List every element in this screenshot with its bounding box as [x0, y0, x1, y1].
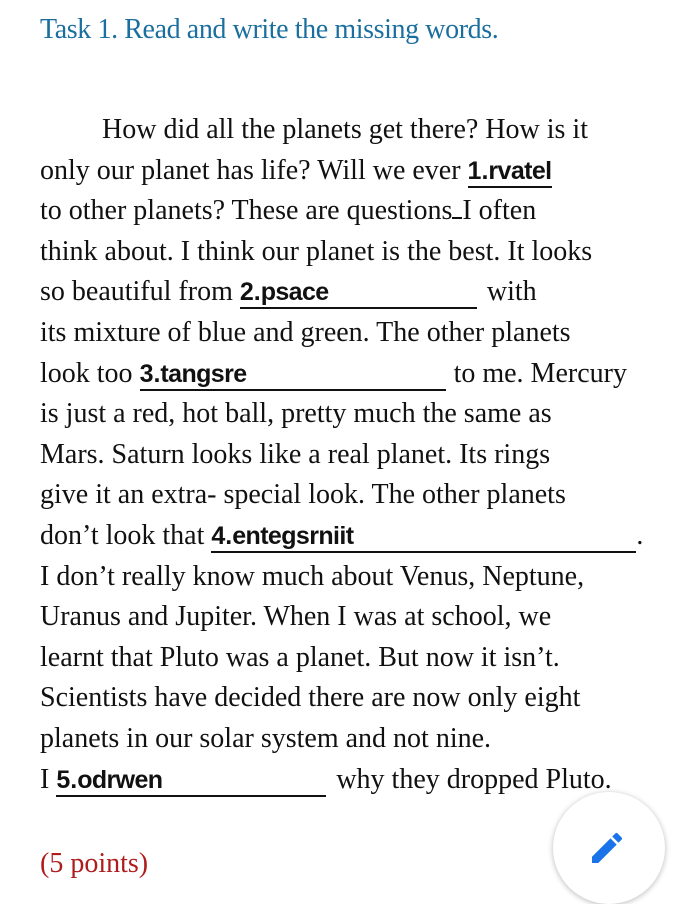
answer-blank-4[interactable]	[211, 521, 636, 553]
scrambled-word-3: tangsre	[160, 359, 247, 388]
passage-text: is just a red, hot ball, pretty much the same as	[40, 398, 552, 430]
answer-blank-5[interactable]	[56, 765, 326, 797]
passage-line-16	[40, 719, 670, 760]
passage-line-5	[40, 272, 670, 313]
question-number-4: 4.	[211, 521, 233, 550]
passage-line-12	[40, 557, 670, 598]
task-title: Task 1. Read and write the missing words.	[40, 14, 499, 45]
passage-text: look too	[40, 357, 140, 389]
answer-blank-2[interactable]	[240, 277, 477, 309]
passage-line-17	[40, 760, 670, 801]
passage-text: Uranus and Jupiter. When I was at school, we	[40, 601, 552, 633]
passage-line-9	[40, 435, 670, 476]
passage-line-3	[40, 191, 670, 232]
passage-line-8	[40, 394, 670, 435]
passage-line-1	[40, 110, 670, 151]
passage-text: think about. I think our planet is the best. It looks	[40, 235, 593, 267]
passage-text: only our planet has life? Will we ever	[40, 154, 468, 186]
passage-line-7	[40, 354, 670, 395]
passage-line-13	[40, 597, 670, 638]
passage-text: I often	[462, 195, 537, 227]
question-number-1: 1.	[467, 156, 489, 185]
question-number-5: 5.	[56, 765, 78, 794]
passage-line-11	[40, 516, 670, 557]
answer-blank-1[interactable]	[468, 156, 552, 188]
scrambled-word-2: psace	[260, 278, 329, 307]
passage-text: with	[486, 276, 537, 308]
passage-line-14	[40, 638, 670, 679]
passage-text: How did all the planets get there? How is it	[102, 114, 588, 145]
passage-text: why they dropped Pluto.	[336, 763, 612, 795]
passage-text: .	[636, 519, 644, 551]
passage-line-4	[40, 232, 670, 273]
passage-line-6	[40, 313, 670, 354]
reading-passage	[40, 110, 670, 800]
passage-line-15	[40, 678, 670, 719]
pencil-icon	[587, 828, 627, 868]
passage-text: to other planets? These are questions	[40, 195, 453, 227]
points-label: (5 points)	[40, 848, 149, 879]
scrambled-word-4: entegsrniit	[232, 521, 354, 550]
passage-line-10	[40, 475, 670, 516]
passage-text: I don’t really know much about Venus, Neptune,	[40, 560, 585, 592]
scrambled-word-1: rvatel	[488, 156, 552, 185]
passage-text: planets in our solar system and not nine.	[40, 722, 492, 754]
passage-text: give it an extra- special look. The other planets	[40, 479, 566, 511]
passage-text: so beautiful from	[40, 276, 240, 308]
passage-text: Mars. Saturn looks like a real planet. Its rings	[40, 438, 551, 470]
edit-button[interactable]	[553, 792, 665, 904]
answer-blank-3[interactable]	[140, 359, 446, 391]
underscore-mark	[452, 197, 462, 219]
passage-text: don’t look that	[40, 519, 212, 551]
question-number-3: 3.	[139, 359, 161, 388]
scrambled-word-5: odrwen	[77, 765, 163, 794]
passage-text: its mixture of blue and green. The other planets	[40, 316, 571, 348]
passage-text: Scientists have decided there are now only eight	[40, 682, 581, 714]
passage-line-2	[40, 151, 670, 192]
passage-text: I	[40, 763, 57, 795]
question-number-2: 2.	[239, 278, 261, 307]
passage-text: to me. Mercury	[453, 357, 627, 389]
passage-text: learnt that Pluto was a planet. But now it isn’t.	[40, 641, 560, 673]
